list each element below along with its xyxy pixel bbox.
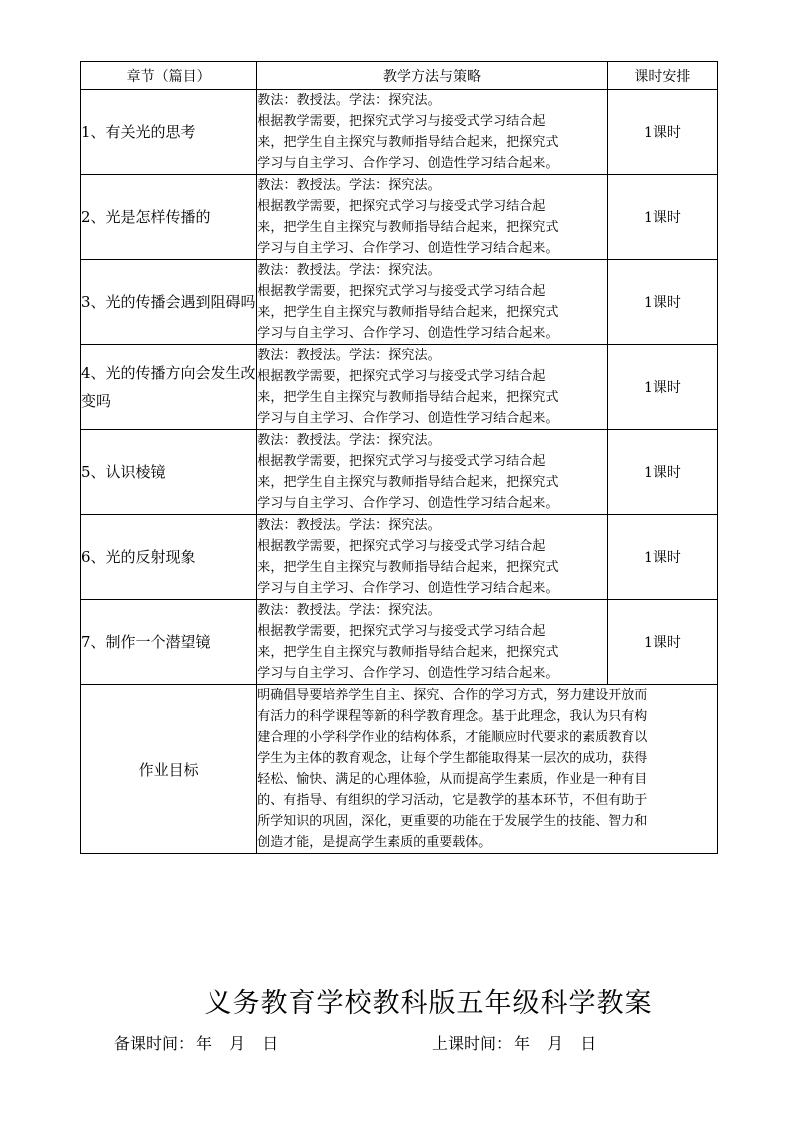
method-line: 来，把学生自主探究与教师指导结合起来，把探究式 — [257, 475, 559, 490]
method-line: 根据教学需要，把探究式学习与接受式学习结合起 — [257, 624, 546, 639]
goal-row — [81, 685, 718, 854]
chapter-cell: 6、光的反射现象 — [81, 515, 257, 600]
goal-line: 明确倡导要培养学生自主、探究、合作的学习方式，努力建设开放而 — [257, 688, 648, 703]
method-line: 学习与自主学习、合作学习、创造性学习结合起来。 — [257, 581, 559, 596]
method-line: 根据教学需要，把探究式学习与接受式学习结合起 — [257, 284, 546, 299]
chapter-cell: 3、光的传播会遇到阻碍吗 — [81, 260, 257, 345]
prep-time-value: 年 月 日 — [196, 1034, 279, 1053]
method-line: 学习与自主学习、合作学习、创造性学习结合起来。 — [257, 241, 559, 256]
method-line: 学习与自主学习、合作学习、创造性学习结合起来。 — [257, 326, 559, 341]
method-cell — [257, 260, 608, 345]
method-line: 来，把学生自主探究与教师指导结合起来，把探究式 — [257, 390, 559, 405]
method-line: 根据教学需要，把探究式学习与接受式学习结合起 — [257, 369, 546, 384]
method-cell — [257, 175, 608, 260]
method-line: 学习与自主学习、合作学习、创造性学习结合起来。 — [257, 496, 559, 511]
method-line: 根据教学需要，把探究式学习与接受式学习结合起 — [257, 539, 546, 554]
prep-time-label: 备课时间： — [114, 1034, 195, 1053]
table-row — [81, 90, 718, 175]
goal-text-cell — [257, 685, 718, 854]
method-line: 根据教学需要，把探究式学习与接受式学习结合起 — [257, 199, 546, 214]
method-line: 教法：教授法。学法：探究法。 — [257, 178, 441, 193]
class-time-label: 上课时间： — [432, 1034, 513, 1053]
goal-line: 有活力的科学课程等新的科学教育理念。基于此理念，我认为只有构 — [257, 709, 648, 724]
prep-time — [114, 1031, 278, 1054]
method-line: 来，把学生自主探究与教师指导结合起来，把探究式 — [257, 645, 559, 660]
table-row — [81, 345, 718, 430]
method-line: 根据教学需要，把探究式学习与接受式学习结合起 — [257, 454, 546, 469]
goal-line: 所学知识的巩固，深化，更重要的功能在于发展学生的技能、智力和 — [257, 814, 648, 829]
goal-label: 作业目标 — [81, 685, 257, 854]
goal-line: 学生为主体的教育观念，让每个学生都能取得某一层次的成功，获得 — [257, 751, 648, 766]
hours-cell: 1课时 — [607, 430, 717, 515]
method-line: 学习与自主学习、合作学习、创造性学习结合起来。 — [257, 666, 559, 681]
method-line: 教法：教授法。学法：探究法。 — [257, 518, 441, 533]
header-chapter: 章节（篇目） — [81, 62, 257, 90]
method-line: 教法：教授法。学法：探究法。 — [257, 93, 441, 108]
class-time-value: 年 月 日 — [514, 1034, 597, 1053]
goal-line: 的、有指导、有组织的学习活动，它是教学的基本环节，不但有助于 — [257, 793, 648, 808]
hours-cell: 1课时 — [607, 600, 717, 685]
table-row — [81, 600, 718, 685]
chapter-cell: 4、光的传播方向会发生改变吗 — [81, 345, 257, 430]
document-title: 义务教育学校教科版五年级科学教案 — [204, 988, 653, 1019]
chapter-cell: 5、认识棱镜 — [81, 430, 257, 515]
method-line: 学习与自主学习、合作学习、创造性学习结合起来。 — [257, 156, 559, 171]
method-cell — [257, 90, 608, 175]
table-row — [81, 515, 718, 600]
hours-cell: 1课时 — [607, 260, 717, 345]
goal-line: 建合理的小学科学作业的结构体系，才能顺应时代要求的素质教育以 — [257, 730, 648, 745]
chapter-cell: 1、有关光的思考 — [81, 90, 257, 175]
method-line: 来，把学生自主探究与教师指导结合起来，把探究式 — [257, 560, 559, 575]
table-row — [81, 430, 718, 515]
method-line: 来，把学生自主探究与教师指导结合起来，把探究式 — [257, 220, 559, 235]
method-line: 根据教学需要，把探究式学习与接受式学习结合起 — [257, 114, 546, 129]
method-cell — [257, 345, 608, 430]
method-cell — [257, 515, 608, 600]
method-line: 教法：教授法。学法：探究法。 — [257, 263, 441, 278]
chapter-cell: 2、光是怎样传播的 — [81, 175, 257, 260]
method-line: 来，把学生自主探究与教师指导结合起来，把探究式 — [257, 135, 559, 150]
table-row — [81, 260, 718, 345]
method-cell — [257, 430, 608, 515]
method-line: 教法：教授法。学法：探究法。 — [257, 348, 441, 363]
chapter-cell: 7、制作一个潜望镜 — [81, 600, 257, 685]
hours-cell: 1课时 — [607, 515, 717, 600]
method-cell — [257, 600, 608, 685]
header-hours: 课时安排 — [607, 62, 717, 90]
hours-cell: 1课时 — [607, 90, 717, 175]
goal-line: 轻松、愉快、满足的心理体验，从而提高学生素质，作业是一种有目 — [257, 772, 648, 787]
goal-line: 创造才能，是提高学生素质的重要载体。 — [257, 835, 492, 850]
method-line: 学习与自主学习、合作学习、创造性学习结合起来。 — [257, 411, 559, 426]
lesson-plan-table — [80, 61, 718, 854]
method-line: 教法：教授法。学法：探究法。 — [257, 603, 441, 618]
hours-cell: 1课时 — [607, 345, 717, 430]
class-time — [432, 1031, 596, 1054]
method-line: 教法：教授法。学法：探究法。 — [257, 433, 441, 448]
table-header-row — [81, 62, 718, 90]
table-row — [81, 175, 718, 260]
method-line: 来，把学生自主探究与教师指导结合起来，把探究式 — [257, 305, 559, 320]
hours-cell: 1课时 — [607, 175, 717, 260]
header-method: 教学方法与策略 — [257, 62, 608, 90]
